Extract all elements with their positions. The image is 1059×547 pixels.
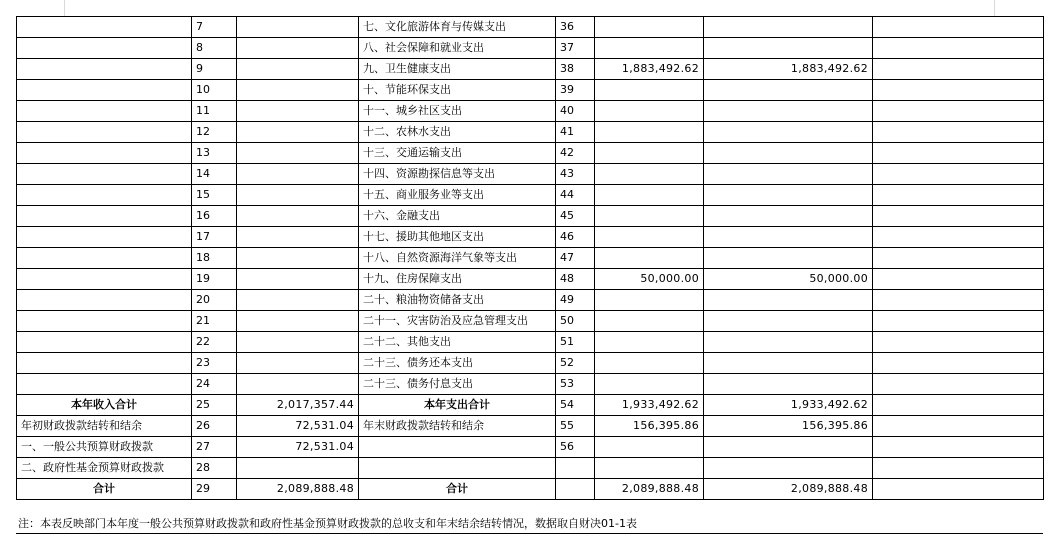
table-cell-c[interactable] <box>237 122 359 143</box>
table-cell-g[interactable] <box>704 353 873 374</box>
table-cell-b[interactable]: 16 <box>192 206 237 227</box>
table-row <box>17 353 1044 374</box>
table-cell-f[interactable] <box>595 122 704 143</box>
table-row <box>17 227 1044 248</box>
table-bottom-border <box>16 533 1043 534</box>
table-cell-a[interactable] <box>17 269 192 290</box>
table-row <box>17 332 1044 353</box>
table-cell-b[interactable]: 17 <box>192 227 237 248</box>
table-cell-e[interactable]: 56 <box>556 437 595 458</box>
table-row <box>17 17 1044 38</box>
table-cell-e[interactable]: 48 <box>556 269 595 290</box>
table-cell-h[interactable] <box>873 269 1044 290</box>
table-cell-c[interactable] <box>237 164 359 185</box>
table-cell-e[interactable] <box>556 479 595 500</box>
table-cell-f[interactable]: 1,883,492.62 <box>595 59 704 80</box>
table-cell-b[interactable]: 22 <box>192 332 237 353</box>
table-cell-a[interactable] <box>17 101 192 122</box>
table-cell-f[interactable] <box>595 311 704 332</box>
sheet-top-strip <box>0 0 1059 16</box>
table-cell-f[interactable] <box>595 143 704 164</box>
table-cell-c[interactable] <box>237 290 359 311</box>
table-cell-h[interactable] <box>873 59 1044 80</box>
table-cell-h[interactable] <box>873 143 1044 164</box>
table-cell-g[interactable] <box>704 206 873 227</box>
table-cell-b[interactable]: 27 <box>192 437 237 458</box>
table-cell-a[interactable] <box>17 164 192 185</box>
table-row <box>17 185 1044 206</box>
table-cell-h[interactable] <box>873 80 1044 101</box>
table-cell-g[interactable] <box>704 143 873 164</box>
table-cell-g[interactable] <box>704 101 873 122</box>
table-cell-f[interactable] <box>595 374 704 395</box>
table-cell-c[interactable] <box>237 332 359 353</box>
table-cell-f[interactable] <box>595 290 704 311</box>
table-cell-g[interactable] <box>704 227 873 248</box>
table-cell-c[interactable]: 2,089,888.48 <box>237 479 359 500</box>
table-cell-a[interactable] <box>17 38 192 59</box>
table-cell-a[interactable]: 二、政府性基金预算财政拨款 <box>17 458 192 479</box>
table-cell-c[interactable] <box>237 269 359 290</box>
table-cell-e[interactable]: 47 <box>556 248 595 269</box>
table-cell-g[interactable]: 156,395.86 <box>704 416 873 437</box>
table-cell-h[interactable] <box>873 332 1044 353</box>
table-cell-c[interactable]: 72,531.04 <box>237 416 359 437</box>
table-cell-f[interactable] <box>595 248 704 269</box>
table-cell-g[interactable]: 2,089,888.48 <box>704 479 873 500</box>
table-cell-c[interactable] <box>237 206 359 227</box>
table-cell-e[interactable]: 55 <box>556 416 595 437</box>
table-cell-a[interactable]: 一、一般公共预算财政拨款 <box>17 437 192 458</box>
table-cell-d[interactable] <box>359 437 556 458</box>
table-row <box>17 395 1044 416</box>
table-cell-d[interactable]: 十、节能环保支出 <box>359 80 556 101</box>
table-cell-f[interactable] <box>595 353 704 374</box>
table-cell-b[interactable]: 13 <box>192 143 237 164</box>
table-row <box>17 437 1044 458</box>
table-cell-a[interactable] <box>17 248 192 269</box>
table-cell-h[interactable] <box>873 101 1044 122</box>
table-cell-g[interactable] <box>704 437 873 458</box>
table-cell-c[interactable] <box>237 17 359 38</box>
table-cell-g[interactable] <box>704 80 873 101</box>
table-cell-d[interactable]: 十二、农林水支出 <box>359 122 556 143</box>
table-cell-c[interactable] <box>237 143 359 164</box>
table-cell-h[interactable] <box>873 395 1044 416</box>
table-cell-a[interactable]: 年初财政拨款结转和结余 <box>17 416 192 437</box>
table-cell-e[interactable]: 36 <box>556 17 595 38</box>
table-cell-e[interactable]: 37 <box>556 38 595 59</box>
table-cell-b[interactable]: 18 <box>192 248 237 269</box>
table-cell-b[interactable]: 9 <box>192 59 237 80</box>
table-cell-a[interactable] <box>17 227 192 248</box>
table-cell-d[interactable]: 七、文化旅游体育与传媒支出 <box>359 17 556 38</box>
table-cell-c[interactable] <box>237 185 359 206</box>
table-cell-e[interactable]: 43 <box>556 164 595 185</box>
table-cell-f[interactable]: 2,089,888.48 <box>595 479 704 500</box>
table-cell-e[interactable]: 38 <box>556 59 595 80</box>
table-cell-a[interactable] <box>17 59 192 80</box>
table-cell-d[interactable]: 九、卫生健康支出 <box>359 59 556 80</box>
table-cell-g[interactable] <box>704 17 873 38</box>
table-cell-b[interactable]: 8 <box>192 38 237 59</box>
table-cell-g[interactable] <box>704 458 873 479</box>
table-cell-f[interactable] <box>595 101 704 122</box>
table-cell-e[interactable]: 50 <box>556 311 595 332</box>
table-cell-f[interactable]: 50,000.00 <box>595 269 704 290</box>
table-cell-f[interactable] <box>595 80 704 101</box>
table-cell-d[interactable]: 本年支出合计 <box>359 395 556 416</box>
table-cell-d[interactable]: 十四、资源勘探信息等支出 <box>359 164 556 185</box>
table-cell-h[interactable] <box>873 374 1044 395</box>
table-row <box>17 374 1044 395</box>
table-cell-b[interactable]: 14 <box>192 164 237 185</box>
table-cell-e[interactable]: 51 <box>556 332 595 353</box>
table-cell-b[interactable]: 10 <box>192 80 237 101</box>
table-cell-f[interactable] <box>595 185 704 206</box>
table-cell-g[interactable] <box>704 311 873 332</box>
table-cell-f[interactable] <box>595 17 704 38</box>
table-cell-c[interactable] <box>237 59 359 80</box>
table-cell-d[interactable]: 二十一、灾害防治及应急管理支出 <box>359 311 556 332</box>
table-cell-d[interactable]: 八、社会保障和就业支出 <box>359 38 556 59</box>
table-cell-h[interactable] <box>873 17 1044 38</box>
table-cell-h[interactable] <box>873 290 1044 311</box>
table-row <box>17 59 1044 80</box>
table-row <box>17 143 1044 164</box>
table-cell-e[interactable]: 42 <box>556 143 595 164</box>
table-cell-c[interactable] <box>237 374 359 395</box>
table-cell-h[interactable] <box>873 458 1044 479</box>
table-cell-a[interactable] <box>17 374 192 395</box>
table-row <box>17 80 1044 101</box>
table-row <box>17 122 1044 143</box>
table-cell-h[interactable] <box>873 206 1044 227</box>
table-cell-a[interactable] <box>17 143 192 164</box>
table-cell-h[interactable] <box>873 122 1044 143</box>
table-cell-c[interactable]: 2,017,357.44 <box>237 395 359 416</box>
table-cell-c[interactable] <box>237 38 359 59</box>
grid-line <box>994 0 995 16</box>
table-cell-g[interactable] <box>704 290 873 311</box>
table-cell-f[interactable]: 156,395.86 <box>595 416 704 437</box>
table-cell-b[interactable]: 25 <box>192 395 237 416</box>
table-cell-d[interactable]: 二十三、债务付息支出 <box>359 374 556 395</box>
table-cell-b[interactable]: 24 <box>192 374 237 395</box>
table-cell-a[interactable]: 本年收入合计 <box>17 395 192 416</box>
table-cell-h[interactable] <box>873 248 1044 269</box>
table-cell-c[interactable] <box>237 311 359 332</box>
table-cell-g[interactable]: 50,000.00 <box>704 269 873 290</box>
table-cell-b[interactable]: 23 <box>192 353 237 374</box>
table-cell-f[interactable] <box>595 38 704 59</box>
table-cell-g[interactable] <box>704 122 873 143</box>
table-row <box>17 164 1044 185</box>
table-cell-f[interactable] <box>595 227 704 248</box>
table-cell-f[interactable] <box>595 437 704 458</box>
table-cell-e[interactable]: 40 <box>556 101 595 122</box>
table-cell-a[interactable] <box>17 122 192 143</box>
table-cell-a[interactable] <box>17 332 192 353</box>
table-row <box>17 290 1044 311</box>
table-cell-c[interactable] <box>237 353 359 374</box>
table-row <box>17 479 1044 500</box>
table-cell-b[interactable]: 19 <box>192 269 237 290</box>
fiscal-appropriation-table <box>16 16 1044 500</box>
table-cell-h[interactable] <box>873 416 1044 437</box>
table-cell-d[interactable]: 十七、援助其他地区支出 <box>359 227 556 248</box>
table-row <box>17 416 1044 437</box>
table-cell-g[interactable] <box>704 332 873 353</box>
table-cell-d[interactable]: 二十、粮油物资储备支出 <box>359 290 556 311</box>
table-cell-a[interactable] <box>17 311 192 332</box>
table-cell-d[interactable]: 年末财政拨款结转和结余 <box>359 416 556 437</box>
table-cell-h[interactable] <box>873 185 1044 206</box>
table-cell-d[interactable]: 十五、商业服务业等支出 <box>359 185 556 206</box>
table-cell-b[interactable]: 7 <box>192 17 237 38</box>
grid-line <box>64 0 65 16</box>
table-cell-h[interactable] <box>873 353 1044 374</box>
table-cell-b[interactable]: 29 <box>192 479 237 500</box>
table-cell-g[interactable]: 1,883,492.62 <box>704 59 873 80</box>
table-row <box>17 101 1044 122</box>
table-cell-e[interactable]: 52 <box>556 353 595 374</box>
table-row <box>17 38 1044 59</box>
table-cell-e[interactable]: 41 <box>556 122 595 143</box>
table-cell-g[interactable] <box>704 164 873 185</box>
table-cell-b[interactable]: 21 <box>192 311 237 332</box>
table-cell-d[interactable]: 十一、城乡社区支出 <box>359 101 556 122</box>
table-cell-b[interactable]: 20 <box>192 290 237 311</box>
table-cell-h[interactable] <box>873 479 1044 500</box>
table-cell-d[interactable]: 十八、自然资源海洋气象等支出 <box>359 248 556 269</box>
table-note: 注：本表反映部门本年度一般公共预算财政拨款和政府性基金预算财政拨款的总收支和年末结余结转情况，数据取自财决01-1表 <box>18 517 637 530</box>
table-cell-e[interactable]: 46 <box>556 227 595 248</box>
table-cell-b[interactable]: 11 <box>192 101 237 122</box>
table-cell-c[interactable] <box>237 248 359 269</box>
table-row <box>17 206 1044 227</box>
table-cell-f[interactable] <box>595 164 704 185</box>
table-cell-h[interactable] <box>873 164 1044 185</box>
table-cell-f[interactable] <box>595 206 704 227</box>
table-cell-g[interactable] <box>704 38 873 59</box>
table-cell-g[interactable] <box>704 185 873 206</box>
table-cell-g[interactable]: 1,933,492.62 <box>704 395 873 416</box>
table-row <box>17 311 1044 332</box>
table-cell-g[interactable] <box>704 248 873 269</box>
table-cell-b[interactable]: 15 <box>192 185 237 206</box>
table-cell-d[interactable]: 十六、金融支出 <box>359 206 556 227</box>
table-cell-h[interactable] <box>873 437 1044 458</box>
table-row <box>17 458 1044 479</box>
table-cell-g[interactable] <box>704 374 873 395</box>
table-cell-f[interactable] <box>595 332 704 353</box>
table-cell-c[interactable] <box>237 101 359 122</box>
table-cell-e[interactable]: 39 <box>556 80 595 101</box>
table-cell-h[interactable] <box>873 227 1044 248</box>
table-cell-b[interactable]: 12 <box>192 122 237 143</box>
table-cell-e[interactable]: 54 <box>556 395 595 416</box>
table-cell-d[interactable]: 十三、交通运输支出 <box>359 143 556 164</box>
table-cell-a[interactable] <box>17 17 192 38</box>
table-cell-e[interactable]: 49 <box>556 290 595 311</box>
table-cell-d[interactable]: 合计 <box>359 479 556 500</box>
table-cell-e[interactable] <box>556 458 595 479</box>
table-cell-c[interactable] <box>237 227 359 248</box>
table-cell-d[interactable]: 二十三、债务还本支出 <box>359 353 556 374</box>
table-row <box>17 269 1044 290</box>
table-cell-h[interactable] <box>873 38 1044 59</box>
table-cell-e[interactable]: 44 <box>556 185 595 206</box>
table-body <box>17 17 1044 500</box>
table-cell-b[interactable]: 28 <box>192 458 237 479</box>
table-cell-f[interactable] <box>595 458 704 479</box>
table-cell-a[interactable] <box>17 206 192 227</box>
table-cell-e[interactable]: 45 <box>556 206 595 227</box>
table-cell-e[interactable]: 53 <box>556 374 595 395</box>
table-cell-a[interactable]: 合计 <box>17 479 192 500</box>
table-cell-d[interactable] <box>359 458 556 479</box>
table-cell-c[interactable]: 72,531.04 <box>237 437 359 458</box>
table-cell-c[interactable] <box>237 458 359 479</box>
table-cell-a[interactable] <box>17 353 192 374</box>
table-cell-d[interactable]: 十九、住房保障支出 <box>359 269 556 290</box>
table-cell-a[interactable] <box>17 80 192 101</box>
table-row <box>17 248 1044 269</box>
table-cell-c[interactable] <box>237 80 359 101</box>
table-cell-f[interactable]: 1,933,492.62 <box>595 395 704 416</box>
table-cell-a[interactable] <box>17 185 192 206</box>
table-cell-a[interactable] <box>17 290 192 311</box>
table-cell-b[interactable]: 26 <box>192 416 237 437</box>
table-cell-d[interactable]: 二十二、其他支出 <box>359 332 556 353</box>
table-cell-h[interactable] <box>873 311 1044 332</box>
